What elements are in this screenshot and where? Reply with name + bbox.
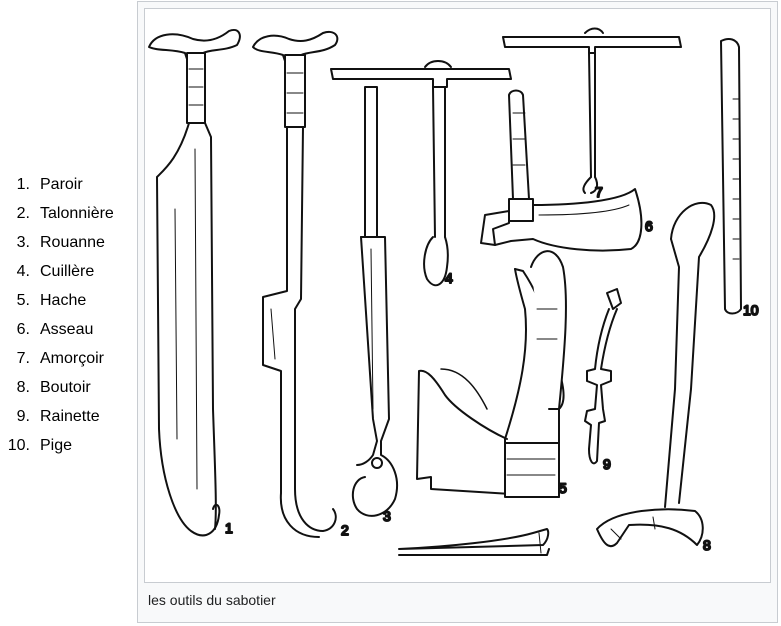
paroir-tool-drawing — [149, 30, 240, 535]
legend-label: Asseau — [40, 321, 94, 338]
rainette-tool-drawing — [585, 289, 621, 463]
legend-label: Rouanne — [40, 234, 105, 251]
tool-number-2: 2 — [341, 522, 349, 538]
legend-label: Talonnière — [40, 205, 114, 222]
legend-number: 4. — [16, 263, 30, 280]
tool-legend-list — [0, 174, 134, 464]
legend-number: 8. — [16, 379, 30, 396]
legend-label: Amorçoir — [40, 350, 105, 367]
tool-number-9: 9 — [603, 456, 611, 472]
tool-number-5: 5 — [559, 480, 567, 496]
legend-item-rouanne — [0, 232, 134, 261]
legend-item-talonniere — [0, 203, 134, 232]
legend-item-amorcoir — [0, 348, 134, 377]
amorcoir-tool-drawing — [503, 29, 681, 194]
asseau-tool-drawing — [481, 91, 641, 251]
legend-label: Boutoir — [40, 379, 91, 396]
figure-frame — [137, 1, 778, 623]
blade-fragment-drawing — [399, 529, 549, 555]
talonniere-tool-drawing — [253, 32, 337, 537]
legend-label: Paroir — [40, 176, 83, 193]
legend-number: 9. — [16, 408, 30, 425]
legend-item-boutoir — [0, 377, 134, 406]
tool-number-3: 3 — [383, 508, 391, 524]
legend-item-pige — [0, 435, 134, 464]
rouanne-tool-drawing — [353, 87, 397, 516]
figure-caption: les outils du sabotier — [148, 592, 276, 608]
legend-number: 2. — [16, 205, 30, 222]
tool-number-4: 4 — [445, 270, 453, 286]
tools-illustration[interactable] — [144, 8, 771, 583]
boutoir-tool-drawing — [597, 203, 714, 546]
legend-number: 1. — [16, 176, 30, 193]
legend-number: 5. — [16, 292, 30, 309]
legend-item-rainette — [0, 406, 134, 435]
legend-label: Rainette — [40, 408, 100, 425]
legend-label: Cuillère — [40, 263, 95, 280]
tool-number-7: 7 — [595, 184, 603, 200]
cuillere-tool-drawing — [331, 61, 511, 285]
tool-number-6: 6 — [645, 218, 653, 234]
pige-tool-drawing — [721, 39, 741, 314]
legend-number: 3. — [16, 234, 30, 251]
legend-item-cuillere — [0, 261, 134, 290]
tools-drawing — [145, 9, 770, 582]
hache-tool-drawing — [417, 251, 566, 497]
legend-item-hache — [0, 290, 134, 319]
legend-item-paroir — [0, 174, 134, 203]
legend-item-asseau — [0, 319, 134, 348]
legend-number: 7. — [16, 350, 30, 367]
legend-label: Pige — [40, 437, 73, 454]
tool-number-8: 8 — [703, 537, 711, 553]
legend-label: Hache — [40, 292, 87, 309]
tool-number-1: 1 — [225, 520, 233, 536]
legend-number: 10. — [7, 437, 30, 454]
legend-number: 6. — [16, 321, 30, 338]
tool-number-10: 10 — [743, 302, 759, 318]
